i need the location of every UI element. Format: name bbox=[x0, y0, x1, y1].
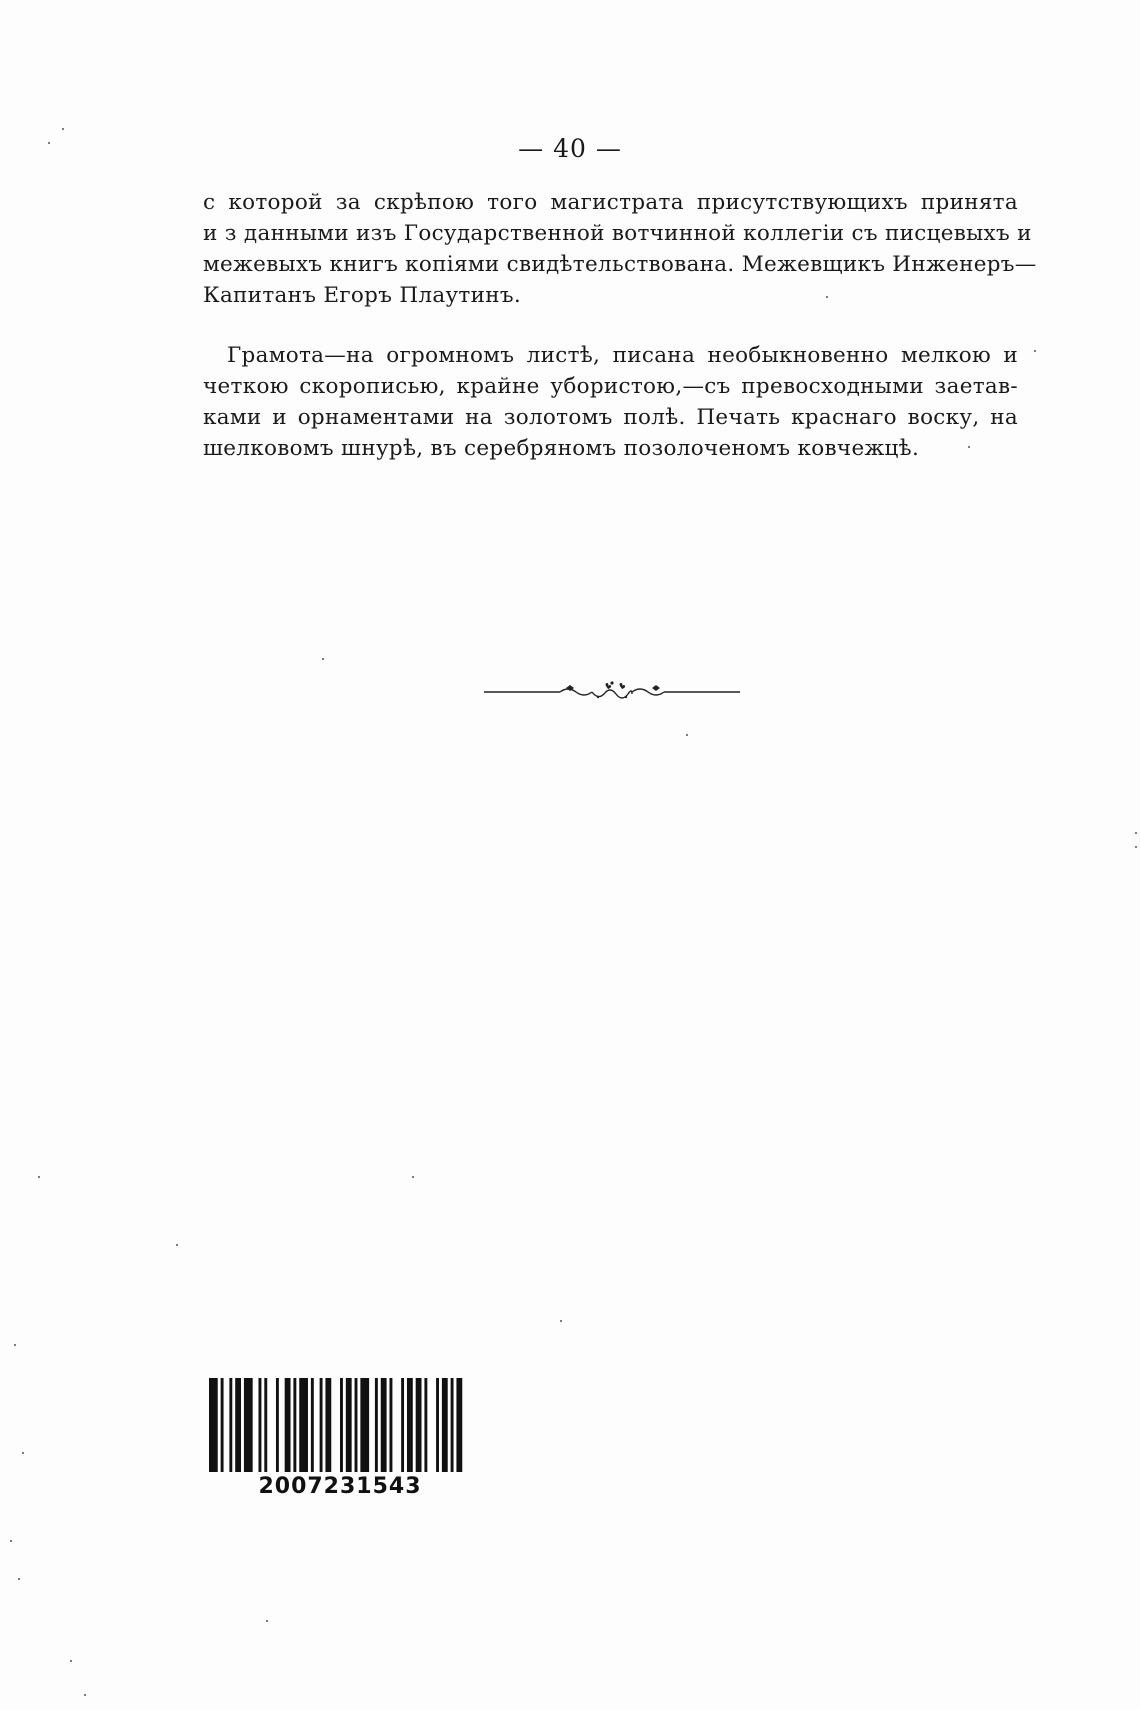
paragraph-line: шелковомъ шнурѣ, въ серебряномъ позолоченомъ ковчежцѣ. bbox=[203, 436, 920, 461]
paragraph-line: с которой за скрѣпою того магистрата присутствующихъ принята bbox=[203, 190, 1018, 215]
barcode-icon bbox=[209, 1378, 471, 1472]
speck bbox=[686, 734, 688, 736]
speck bbox=[1034, 350, 1036, 352]
speck bbox=[826, 296, 828, 298]
paragraph-2 bbox=[203, 340, 1018, 464]
barcode-number: 2007231543 bbox=[258, 1474, 422, 1499]
speck bbox=[266, 1620, 268, 1622]
paragraph-line: Капитанъ Егоръ Плаутинъ. bbox=[203, 283, 521, 308]
speck bbox=[560, 1320, 562, 1322]
speck bbox=[412, 1176, 414, 1178]
speck bbox=[62, 128, 64, 130]
paragraph-1 bbox=[203, 187, 1037, 311]
paragraph-line: Грамота—на огромномъ листѣ, писана необыкновенно мелкою и bbox=[227, 343, 1018, 368]
speck bbox=[70, 1660, 72, 1662]
speck bbox=[1135, 832, 1137, 834]
speck bbox=[10, 1540, 12, 1542]
speck bbox=[968, 446, 970, 448]
speck bbox=[14, 1344, 16, 1346]
barcode bbox=[209, 1378, 471, 1499]
paragraph-line: ками и орнаментами на золотомъ полѣ. Печать краснаго воску, на bbox=[203, 405, 1018, 430]
speck bbox=[322, 658, 324, 660]
speck bbox=[1135, 846, 1137, 848]
page-number: — 40 — bbox=[518, 134, 622, 163]
fleuron-divider-icon bbox=[484, 680, 740, 704]
speck bbox=[84, 1694, 86, 1696]
paragraph-line: и з данными изъ Государственной вотчинной коллегіи съ писцевыхъ и bbox=[203, 221, 1032, 246]
speck bbox=[18, 1578, 20, 1580]
paragraph-line: межевыхъ книгъ копіями свидѣтельствована. Межевщикъ Инженеръ— bbox=[203, 252, 1037, 277]
paragraph-line: четкою скорописью, крайне убористою,—съ превосходными заетав- bbox=[203, 374, 1018, 399]
speck bbox=[22, 1452, 24, 1454]
speck bbox=[38, 1176, 40, 1178]
speck bbox=[176, 1244, 178, 1246]
speck bbox=[48, 142, 50, 144]
